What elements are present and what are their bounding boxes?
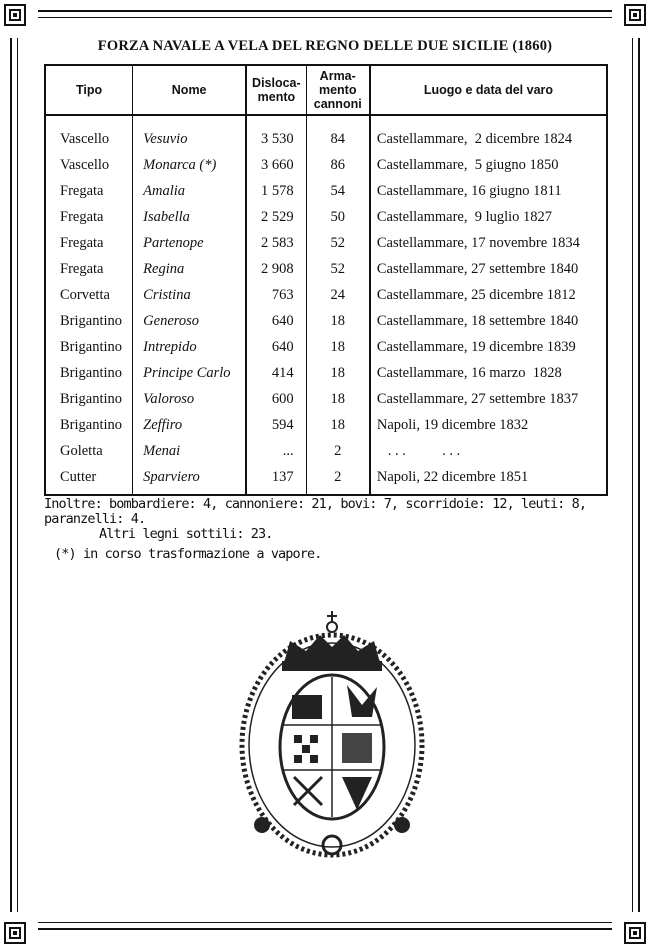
cell-cannoni: 52 <box>306 256 370 282</box>
cell-luogo: Castellammare, 18 settembre 1840 <box>370 308 607 334</box>
header-dislocamento: Disloca- mento <box>246 65 306 115</box>
cell-dislocamento: 2 908 <box>246 256 306 282</box>
cell-dislocamento: 2 529 <box>246 204 306 230</box>
cell-luogo: Castellammare, 5 giugno 1850 <box>370 152 607 178</box>
cell-dislocamento: 3 530 <box>246 115 306 152</box>
notes-line-2: Altri legni sottili: 23. <box>99 526 273 542</box>
header-armamento: Arma- mento cannoni <box>306 65 370 115</box>
table-row <box>45 334 607 360</box>
table-row <box>45 464 607 495</box>
frame-right-line <box>638 38 640 912</box>
cell-tipo: Brigantino <box>60 338 123 355</box>
table-row <box>45 204 607 230</box>
cell-luogo: Castellammare, 27 settembre 1837 <box>370 386 607 412</box>
cell-dislocamento: 3 660 <box>246 152 306 178</box>
corner-ornament-top-right <box>624 4 646 26</box>
cell-nome: Menai <box>133 438 247 464</box>
cell-cannoni: 52 <box>306 230 370 256</box>
cell-luogo: Castellammare, 25 dicembre 1812 <box>370 282 607 308</box>
table-row <box>45 360 607 386</box>
table-row <box>45 308 607 334</box>
cell-tipo: Fregata <box>60 234 104 251</box>
cell-dislocamento: 594 <box>246 412 306 438</box>
cell-tipo: Goletta <box>60 442 103 459</box>
cell-cannoni: 18 <box>306 334 370 360</box>
header-tipo: Tipo <box>45 65 133 115</box>
notes-line-1: Inoltre: bombardiere: 4, cannoniere: 21, bovi: 7, scorridoie: 12, leuti: 8, paranzelli: 4. <box>44 496 587 527</box>
cell-nome: Regina <box>133 256 247 282</box>
cell-luogo: Napoli, 22 dicembre 1851 <box>370 464 607 495</box>
cell-tipo: Fregata <box>60 260 104 277</box>
cell-tipo: Corvetta <box>60 286 110 303</box>
cell-cannoni: 50 <box>306 204 370 230</box>
cell-dislocamento: 640 <box>246 308 306 334</box>
cell-tipo: Fregata <box>60 182 104 199</box>
table-row <box>45 152 607 178</box>
frame-top-line-inner <box>38 17 612 18</box>
page-title: FORZA NAVALE A VELA DEL REGNO DELLE DUE SICILIE (1860) <box>97 38 553 54</box>
cell-cannoni: 2 <box>306 438 370 464</box>
cell-luogo: Castellammare, 9 luglio 1827 <box>370 204 607 230</box>
cell-cannoni: 24 <box>306 282 370 308</box>
coat-of-arms-emblem <box>232 605 432 875</box>
cell-cannoni: 84 <box>306 115 370 152</box>
cell-dislocamento: 2 583 <box>246 230 306 256</box>
frame-left-line <box>10 38 12 912</box>
table-row <box>45 438 607 464</box>
cell-nome: Partenope <box>133 230 247 256</box>
corner-ornament-bottom-right <box>624 922 646 944</box>
cell-dislocamento: 414 <box>246 360 306 386</box>
cell-luogo: Castellammare, 17 novembre 1834 <box>370 230 607 256</box>
fleet-table <box>44 64 608 496</box>
table-row <box>45 282 607 308</box>
cell-nome: Generoso <box>133 308 247 334</box>
table-header-row <box>45 65 607 115</box>
cell-nome: Principe Carlo <box>133 360 247 386</box>
cell-cannoni: 2 <box>306 464 370 495</box>
cell-cannoni: 54 <box>306 178 370 204</box>
table-row <box>45 230 607 256</box>
cell-dislocamento: ... <box>246 438 306 464</box>
cell-cannoni: 18 <box>306 386 370 412</box>
table-row <box>45 256 607 282</box>
cell-nome: Cristina <box>133 282 247 308</box>
table-row <box>45 115 607 152</box>
table-row <box>45 386 607 412</box>
cell-luogo: Castellammare, 27 settembre 1840 <box>370 256 607 282</box>
cell-tipo: Cutter <box>60 468 97 485</box>
corner-ornament-top-left <box>4 4 26 26</box>
cell-tipo: Brigantino <box>60 364 123 381</box>
cell-cannoni: 18 <box>306 360 370 386</box>
corner-ornament-bottom-left <box>4 922 26 944</box>
cell-nome: Isabella <box>133 204 247 230</box>
cell-luogo: Castellammare, 16 giugno 1811 <box>370 178 607 204</box>
cell-dislocamento: 640 <box>246 334 306 360</box>
cell-dislocamento: 1 578 <box>246 178 306 204</box>
cell-luogo: Napoli, 19 dicembre 1832 <box>370 412 607 438</box>
cell-nome: Valoroso <box>133 386 247 412</box>
cell-nome: Intrepido <box>133 334 247 360</box>
cell-dislocamento: 137 <box>246 464 306 495</box>
cell-dislocamento: 600 <box>246 386 306 412</box>
table-row <box>45 412 607 438</box>
cell-luogo: Castellammare, 16 marzo 1828 <box>370 360 607 386</box>
cell-tipo: Vascello <box>60 156 110 173</box>
cell-luogo: Castellammare, 19 dicembre 1839 <box>370 334 607 360</box>
cell-nome: Amalia <box>133 178 247 204</box>
cell-luogo: . . . . . . <box>370 438 607 464</box>
cell-luogo: Castellammare, 2 dicembre 1824 <box>370 115 607 152</box>
cell-nome: Sparviero <box>133 464 247 495</box>
header-nome: Nome <box>133 65 247 115</box>
table-row <box>45 178 607 204</box>
footnote: (*) in corso trasformazione a vapore. <box>54 546 322 562</box>
cell-tipo: Brigantino <box>60 312 123 329</box>
cell-nome: Zeffiro <box>133 412 247 438</box>
frame-right-line-inner <box>632 38 633 912</box>
frame-left-line-inner <box>17 38 18 912</box>
cell-tipo: Vascello <box>60 130 110 147</box>
cell-nome: Monarca (*) <box>133 152 247 178</box>
frame-bottom-line-inner <box>38 922 612 923</box>
cell-cannoni: 18 <box>306 308 370 334</box>
cell-nome: Vesuvio <box>133 115 247 152</box>
header-luogo: Luogo e data del varo <box>370 65 607 115</box>
cell-tipo: Fregata <box>60 208 104 225</box>
cell-cannoni: 18 <box>306 412 370 438</box>
cell-tipo: Brigantino <box>60 416 123 433</box>
cell-cannoni: 86 <box>306 152 370 178</box>
frame-bottom-line <box>38 928 612 930</box>
cell-tipo: Brigantino <box>60 390 123 407</box>
cell-dislocamento: 763 <box>246 282 306 308</box>
notes <box>44 497 614 562</box>
frame-top-line <box>38 10 612 12</box>
